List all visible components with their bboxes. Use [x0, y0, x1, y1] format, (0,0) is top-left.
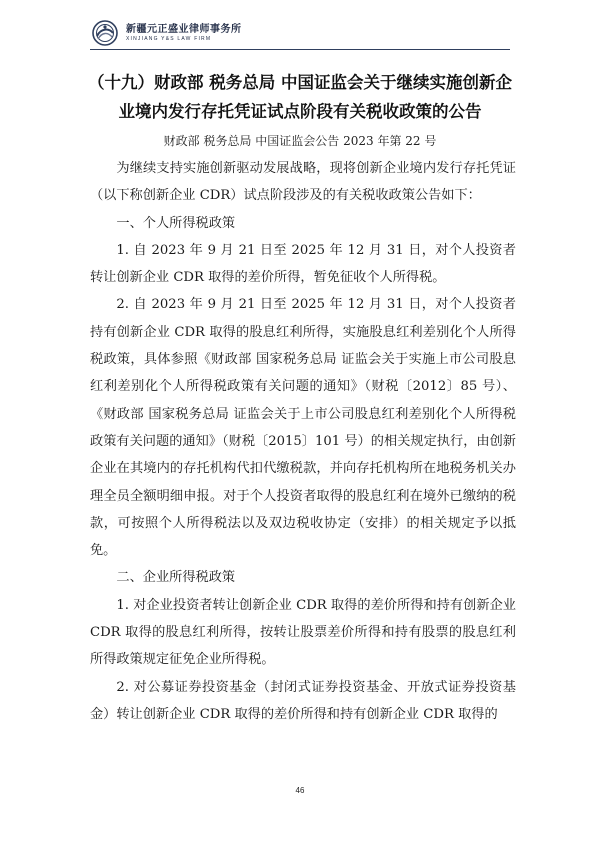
firm-name-block	[126, 24, 242, 43]
firm-name-en: XINJIANG Y&S LAW FIRM	[126, 35, 212, 42]
page-number: 46	[295, 786, 305, 795]
title-line-1: （十九）财政部 税务总局 中国证监会关于继续实施创新企	[88, 73, 512, 92]
paragraph-individual-2: 2. 自 2023 年 9 月 21 日至 2025 年 12 月 31 日，对个人投资者持有创新企业 CDR 取得的股息红利所得，实施股息红利差别化个人所得税政策，具体参照《财政部 国家税务总局 证监会关于实施上市公司股息红利差别化个人所得税政策有关问题的通知》（财税〔2012〕85 号）、《财政部 国家税务总局 证监会关于上市公司股息红利差别化个人所得税政策有关问题的通知》（财税〔2015〕101 号）的相关规定执行，由创新企业在其境内的存托机构代扣代缴税款，并向存托机构所在地税务机关办理全员全额明细申报。对于个人投资者取得的股息红利在境外已缴纳的税款，可按照个人所得税法以及双边税收协定（安排）的相关规定予以抵免。	[90, 297, 516, 559]
section-heading-individual-tax: 一、个人所得税政策	[116, 215, 236, 231]
firm-name-cn: 新疆元正盛业律师事务所	[126, 23, 242, 35]
paragraph-enterprise-2: 2. 对公募证券投资基金（封闭式证券投资基金、开放式证券投资基金）转让创新企业 CDR 取得的差价所得和持有创新企业 CDR 取得的	[90, 679, 516, 722]
title-line-2: 业境内发行存托凭证试点阶段有关税收政策的公告	[118, 102, 482, 121]
document-number: 财政部 税务总局 中国证监会公告 2023 年第 22 号	[163, 134, 437, 148]
paragraph-individual-1: 1. 自 2023 年 9 月 21 日至 2025 年 12 月 31 日，对个人投资者转让创新企业 CDR 取得的差价所得，暂免征收个人所得税。	[90, 242, 516, 286]
firm-logo-icon	[92, 20, 118, 46]
letterhead	[92, 16, 242, 50]
document-title	[84, 68, 516, 126]
section-heading-enterprise-tax: 二、企业所得税政策	[116, 570, 236, 586]
document-body	[90, 155, 516, 728]
paragraph-intro: 为继续支持实施创新驱动发展战略，现将创新企业境内发行存托凭证（以下称创新企业 CDR）试点阶段涉及的有关税收政策公告如下：	[90, 161, 516, 204]
header-divider	[90, 49, 510, 50]
paragraph-enterprise-1: 1. 对企业投资者转让创新企业 CDR 取得的差价所得和持有创新企业 CDR 取得的股息红利所得，按转让股票差价所得和持有股票的股息红利所得政策规定征免企业所得税。	[90, 597, 516, 668]
